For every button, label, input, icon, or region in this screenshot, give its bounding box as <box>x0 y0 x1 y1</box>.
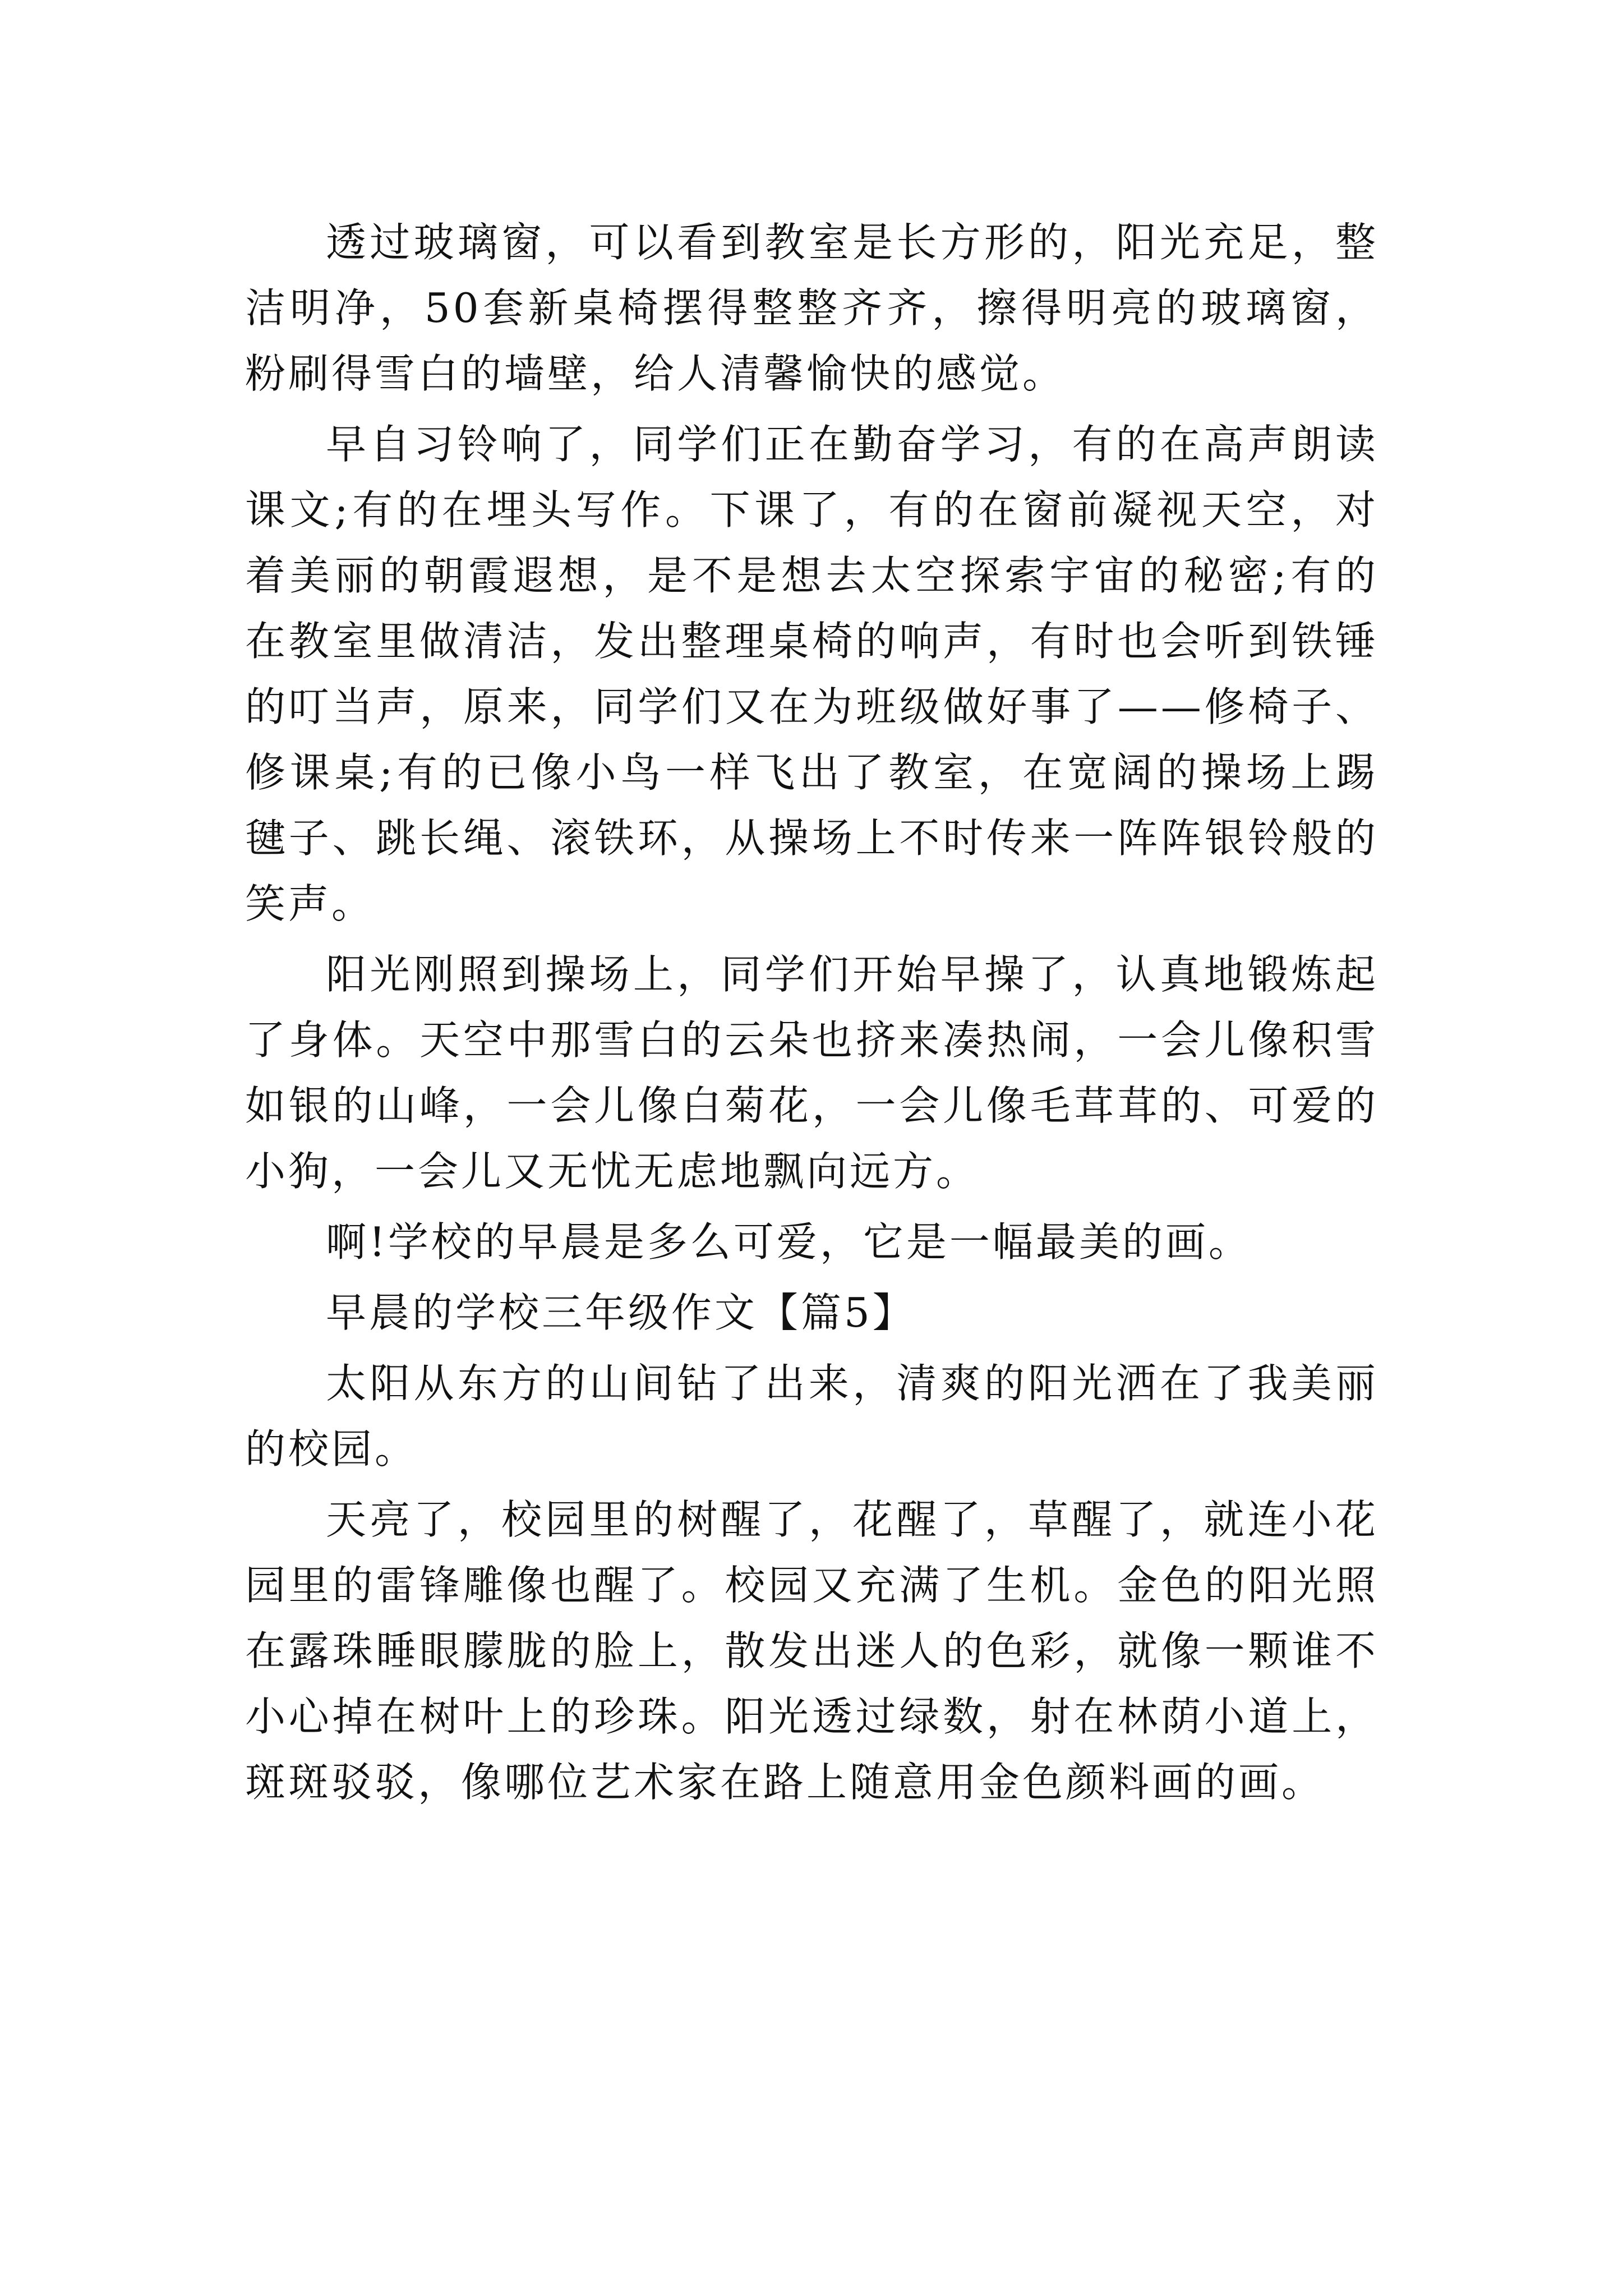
paragraph-classroom: 透过玻璃窗，可以看到教室是长方形的，阳光充足，整洁明净，50套新桌椅摆得整整齐齐，擦得明亮的玻璃窗，粉刷得雪白的墙壁，给人清馨愉快的感觉。 <box>245 219 1378 397</box>
document-body <box>245 210 1378 1820</box>
paragraph-conclusion: 啊!学校的早晨是多么可爱，它是一幅最美的画。 <box>326 1218 1252 1266</box>
section-heading: 早晨的学校三年级作文【篇5】 <box>326 1289 916 1336</box>
paragraph-morning-exercise: 阳光刚照到操场上，同学们开始早操了，认真地锻炼起了身体。天空中那雪白的云朵也挤来凑热闹，一会儿像积雪如银的山峰，一会儿像白菊花，一会儿像毛茸茸的、可爱的小狗，一会儿又无忧无虑地飘向远方。 <box>245 951 1378 1195</box>
paragraph-sunrise: 太阳从东方的山间钻了出来，清爽的阳光洒在了我美丽的校园。 <box>245 1360 1378 1473</box>
paragraph-campus-awake: 天亮了，校园里的树醒了，花醒了，草醒了，就连小花园里的雷锋雕像也醒了。校园又充满了生机。金色的阳光照在露珠睡眼朦胧的脸上，散发出迷人的色彩，就像一颗谁不小心掉在树叶上的珍珠。阳光透过绿数，射在林荫小道上，斑斑驳驳，像哪位艺术家在路上随意用金色颜料画的画。 <box>245 1496 1378 1806</box>
paragraph-morning-study: 早自习铃响了，同学们正在勤奋学习，有的在高声朗读课文;有的在埋头写作。下课了，有的在窗前凝视天空，对着美丽的朝霞遐想，是不是想去太空探索宇宙的秘密;有的在教室里做清洁，发出整理桌椅的响声，有时也会听到铁锤的叮当声，原来，同学们又在为班级做好事了——修椅子、修课桌;有的已像小鸟一样飞出了教室，在宽阔的操场上踢毽子、跳长绳、滚铁环，从操场上不时传来一阵阵银铃般的笑声。 <box>245 421 1378 927</box>
